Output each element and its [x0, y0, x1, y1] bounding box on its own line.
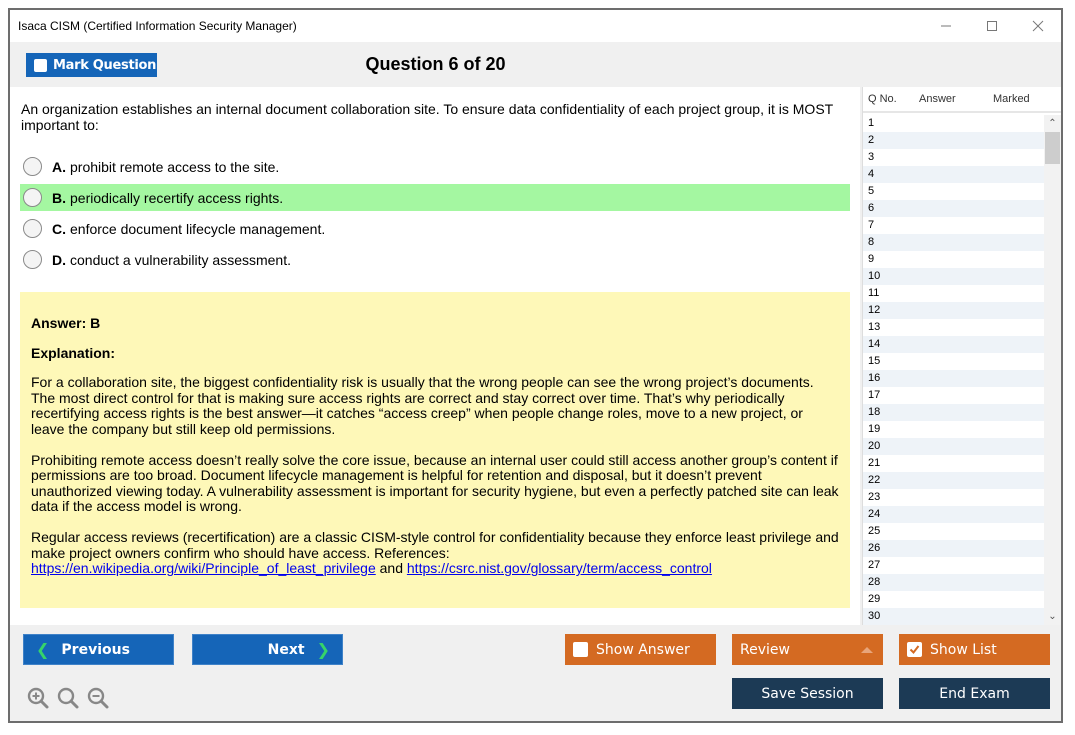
row-answer	[924, 574, 996, 591]
row-qno: 19	[868, 423, 881, 435]
row-qno: 26	[868, 542, 881, 554]
show-answer-checkbox[interactable]	[573, 642, 588, 657]
row-answer	[924, 302, 996, 319]
row-answer	[924, 166, 996, 183]
option-text: prohibit remote access to the site.	[70, 158, 280, 175]
row-answer	[924, 149, 996, 166]
question-list-row[interactable]	[863, 489, 1044, 506]
column-answer[interactable]: Answer	[919, 93, 956, 105]
app-window	[8, 8, 1063, 723]
row-answer	[924, 387, 996, 404]
show-list-checkbox[interactable]	[907, 642, 922, 657]
chevron-left-icon: ❮	[36, 640, 50, 659]
question-list-row[interactable]	[863, 200, 1044, 217]
zoom-controls	[26, 686, 110, 710]
row-qno: 16	[868, 372, 881, 384]
option-d[interactable]	[20, 246, 850, 273]
zoom-out-icon[interactable]	[86, 686, 110, 710]
row-answer	[924, 591, 996, 608]
row-answer	[924, 540, 996, 557]
previous-button[interactable]	[23, 634, 174, 665]
row-answer	[924, 268, 996, 285]
chevron-right-icon: ❯	[316, 640, 330, 659]
question-counter: Question 6 of 20	[365, 54, 506, 74]
question-list-row[interactable]	[863, 217, 1044, 234]
reference-link-wikipedia[interactable]: https://en.wikipedia.org/wiki/Principle_of_least_privilege	[31, 560, 376, 577]
question-list-row[interactable]	[863, 455, 1044, 472]
row-answer	[924, 251, 996, 268]
option-text: enforce document lifecycle management.	[70, 220, 326, 237]
row-qno: 8	[868, 236, 875, 248]
column-qno[interactable]: Q No.	[868, 93, 897, 105]
review-dropdown[interactable]	[732, 634, 883, 665]
question-list-row[interactable]	[863, 438, 1044, 455]
row-qno: 30	[868, 610, 881, 622]
question-list-row[interactable]	[863, 387, 1044, 404]
question-list-row[interactable]	[863, 183, 1044, 200]
question-list-row[interactable]	[863, 574, 1044, 591]
question-list-row[interactable]	[863, 336, 1044, 353]
row-qno: 18	[868, 406, 881, 418]
answer-label: Answer: B	[31, 315, 101, 331]
question-list	[863, 115, 1044, 625]
question-list-scrollbar[interactable]	[1044, 115, 1061, 625]
link-joiner: and	[375, 560, 407, 577]
question-list-row[interactable]	[863, 523, 1044, 540]
radio-button[interactable]	[23, 157, 42, 176]
question-list-header	[863, 87, 1061, 113]
question-list-row[interactable]	[863, 149, 1044, 166]
scroll-thumb[interactable]	[1045, 132, 1060, 164]
scroll-up-icon[interactable]: ⌃	[1048, 118, 1057, 129]
option-c[interactable]	[20, 215, 850, 242]
question-list-row[interactable]	[863, 540, 1044, 557]
question-list-row[interactable]	[863, 557, 1044, 574]
question-list-row[interactable]	[863, 132, 1044, 149]
option-letter: B.	[52, 189, 66, 206]
row-answer	[924, 115, 996, 132]
show-answer-label: Show Answer	[596, 641, 690, 658]
question-list-panel	[862, 87, 1061, 625]
row-answer	[924, 132, 996, 149]
row-answer	[924, 557, 996, 574]
row-qno: 23	[868, 491, 881, 503]
question-list-row[interactable]	[863, 608, 1044, 625]
row-qno: 27	[868, 559, 881, 571]
question-list-row[interactable]	[863, 115, 1044, 132]
row-qno: 5	[868, 185, 875, 197]
row-qno: 11	[868, 287, 880, 299]
row-answer	[924, 506, 996, 523]
option-b[interactable]	[20, 184, 850, 211]
row-qno: 2	[868, 134, 875, 146]
row-answer	[924, 404, 996, 421]
option-letter: A.	[52, 158, 66, 175]
next-label: Next	[267, 641, 305, 658]
row-answer	[924, 319, 996, 336]
row-answer	[924, 336, 996, 353]
row-answer	[924, 523, 996, 540]
show-list-label: Show List	[930, 641, 997, 658]
row-answer	[924, 200, 996, 217]
row-qno: 13	[868, 321, 881, 333]
question-panel	[10, 87, 860, 625]
row-qno: 4	[868, 168, 875, 180]
question-list-row[interactable]	[863, 370, 1044, 387]
minimize-button[interactable]	[923, 10, 969, 42]
question-list-row[interactable]	[863, 268, 1044, 285]
row-qno: 12	[868, 304, 881, 316]
review-label: Review	[740, 641, 790, 658]
title-bar	[10, 10, 1061, 42]
row-qno: 9	[868, 253, 875, 265]
row-answer	[924, 234, 996, 251]
question-list-row[interactable]	[863, 472, 1044, 489]
previous-label: Previous	[61, 641, 130, 658]
question-text: An organization establishes an internal document collaboration site. To ensure data confidentiality of each project group, it is MOST important to:	[21, 101, 833, 133]
row-qno: 1	[868, 117, 875, 129]
caret-up-icon	[861, 646, 873, 654]
row-qno: 29	[868, 593, 881, 605]
scroll-down-icon[interactable]: ⌄	[1048, 611, 1057, 622]
explanation-paragraph: Regular access reviews (recertification) are a classic CISM-style control for confidentiality because they enforce least privilege and make project owners confirm who should have access. References:	[31, 528, 839, 561]
row-qno: 6	[868, 202, 875, 214]
option-text: conduct a vulnerability assessment.	[70, 251, 291, 268]
maximize-icon	[986, 20, 998, 32]
option-letter: D.	[52, 251, 66, 268]
row-answer	[924, 455, 996, 472]
explanation-box	[20, 292, 850, 608]
question-list-row[interactable]	[863, 166, 1044, 183]
question-list-row[interactable]	[863, 506, 1044, 523]
row-qno: 25	[868, 525, 881, 537]
row-answer	[924, 370, 996, 387]
question-list-row[interactable]	[863, 251, 1044, 268]
row-answer	[924, 217, 996, 234]
row-qno: 20	[868, 440, 881, 452]
row-qno: 28	[868, 576, 881, 588]
question-list-row[interactable]	[863, 234, 1044, 251]
radio-button[interactable]	[23, 188, 42, 207]
explanation-paragraph: For a collaboration site, the biggest confidentiality risk is usually that the wrong people can see the wrong project’s documents. The most direct control for that is making sure access rights are correct and stay correct over time. That’s why periodically recertifying access rights is the best answer—it catches “access creep” when people change roles, move to a new project, or leave the company but still keep old permissions.	[31, 374, 814, 437]
row-qno: 22	[868, 474, 881, 486]
zoom-in-icon[interactable]	[26, 686, 50, 710]
row-answer	[924, 421, 996, 438]
row-answer	[924, 353, 996, 370]
row-qno: 21	[868, 457, 881, 469]
maximize-button[interactable]	[969, 10, 1015, 42]
option-letter: C.	[52, 220, 66, 237]
row-qno: 14	[868, 338, 881, 350]
row-qno: 24	[868, 508, 881, 520]
end-exam-label: End Exam	[939, 685, 1010, 702]
show-answer-toggle[interactable]	[565, 634, 716, 665]
save-session-button[interactable]	[732, 678, 883, 709]
row-qno: 15	[868, 355, 881, 367]
question-list-row[interactable]	[863, 319, 1044, 336]
question-list-row[interactable]	[863, 353, 1044, 370]
mark-question-label: Mark Question	[53, 57, 157, 73]
explanation-paragraph-references	[31, 530, 839, 577]
row-qno: 10	[868, 270, 881, 282]
question-list-row[interactable]	[863, 302, 1044, 319]
row-answer	[924, 608, 996, 625]
row-answer	[924, 438, 996, 455]
explanation-label: Explanation:	[31, 344, 116, 361]
row-answer	[924, 183, 996, 200]
explanation-paragraph: Prohibiting remote access doesn’t really solve the core issue, because an internal user could still access another group’s content if permissions are too broad. Document lifecycle management is helpful for retention and disposal, but it doesn’t prevent unauthorized viewing today. A vulnerability assessment is important for security hygiene, but even a perfectly patched site can leak data if the access model is wrong.	[31, 451, 839, 515]
window-title: Isaca CISM (Certified Information Security Manager)	[18, 19, 297, 33]
question-list-row[interactable]	[863, 591, 1044, 608]
row-answer	[924, 489, 996, 506]
option-a[interactable]	[20, 153, 850, 180]
row-answer	[924, 285, 996, 302]
radio-button[interactable]	[23, 219, 42, 238]
row-qno: 17	[868, 389, 881, 401]
next-button[interactable]	[192, 634, 343, 665]
checkmark-icon	[909, 644, 920, 655]
minimize-icon	[940, 20, 952, 32]
reference-link-nist[interactable]: https://csrc.nist.gov/glossary/term/access_control	[406, 560, 712, 577]
row-qno: 7	[868, 219, 875, 231]
end-exam-button[interactable]	[899, 678, 1050, 709]
close-button[interactable]	[1015, 10, 1061, 42]
question-header	[10, 42, 1061, 87]
option-text: periodically recertify access rights.	[70, 189, 284, 206]
row-answer	[924, 472, 996, 489]
zoom-reset-icon[interactable]	[56, 686, 80, 710]
column-marked[interactable]: Marked	[993, 93, 1030, 105]
question-list-row[interactable]	[863, 421, 1044, 438]
close-icon	[1032, 20, 1044, 32]
question-list-row[interactable]	[863, 285, 1044, 302]
question-list-row[interactable]	[863, 404, 1044, 421]
show-list-toggle[interactable]	[899, 634, 1050, 665]
row-qno: 3	[868, 151, 875, 163]
radio-button[interactable]	[23, 250, 42, 269]
save-session-label: Save Session	[761, 685, 854, 702]
